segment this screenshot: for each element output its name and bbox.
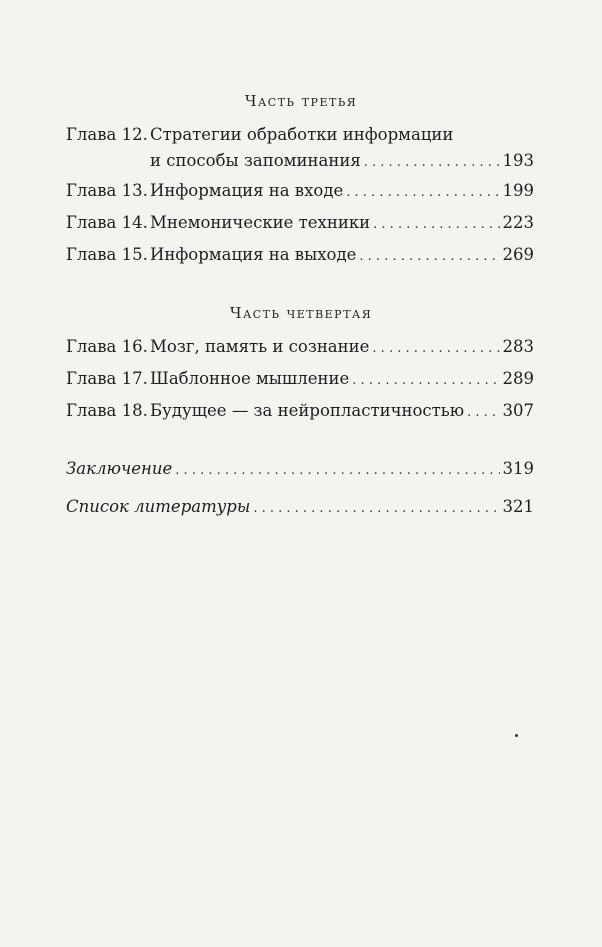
chapter-title: Информация на выходе bbox=[150, 245, 357, 264]
part-title: Часть третья bbox=[244, 92, 358, 110]
dot-leader bbox=[175, 458, 499, 484]
page-number: 269 bbox=[502, 245, 534, 264]
dot-leader bbox=[467, 400, 499, 426]
toc-entry-bibliography[interactable] bbox=[66, 494, 534, 520]
chapter-title: Информация на входе bbox=[150, 181, 344, 200]
chapter-label: Глава 14. bbox=[66, 213, 148, 232]
dot-leader bbox=[253, 496, 499, 522]
chapter-label: Глава 12. bbox=[66, 125, 148, 144]
chapter-title: и способы запоминания bbox=[150, 151, 361, 170]
dot-leader bbox=[352, 368, 499, 394]
toc-entry-chapter-16[interactable] bbox=[66, 334, 534, 360]
page-number: 319 bbox=[502, 459, 534, 478]
toc-entry-chapter-13[interactable] bbox=[66, 178, 534, 204]
dot-leader bbox=[364, 150, 500, 176]
chapter-title: Шаблонное мышление bbox=[150, 369, 350, 388]
paper-speck bbox=[515, 734, 518, 737]
page-number: 307 bbox=[502, 401, 534, 420]
chapter-label: Глава 15. bbox=[66, 245, 148, 264]
dot-leader bbox=[372, 336, 499, 362]
chapter-title: Будущее — за нейропластичностью bbox=[150, 401, 465, 420]
page-number: 223 bbox=[502, 213, 534, 232]
toc-entry-chapter-12[interactable] bbox=[66, 122, 534, 174]
toc-entry-chapter-15[interactable] bbox=[66, 242, 534, 268]
dot-leader bbox=[346, 180, 499, 206]
chapter-title: Мозг, память и сознание bbox=[150, 337, 370, 356]
page-number: 289 bbox=[502, 369, 534, 388]
back-matter-title: Заключение bbox=[66, 459, 173, 478]
toc-entry-conclusion[interactable] bbox=[66, 456, 534, 482]
chapter-label: Глава 16. bbox=[66, 337, 148, 356]
page-number: 193 bbox=[502, 151, 534, 170]
toc-entry-chapter-14[interactable] bbox=[66, 210, 534, 236]
page-number: 321 bbox=[502, 497, 534, 516]
chapter-label: Глава 18. bbox=[66, 401, 148, 420]
toc-entry-chapter-18[interactable] bbox=[66, 398, 534, 424]
part-title: Часть четвертая bbox=[229, 304, 373, 322]
back-matter-title: Список литературы bbox=[66, 497, 251, 516]
chapter-label: Глава 13. bbox=[66, 181, 148, 200]
chapter-title: Мнемонические техники bbox=[150, 213, 371, 232]
dot-leader bbox=[373, 212, 499, 238]
page-number: 199 bbox=[502, 181, 534, 200]
chapter-title: Стратегии обработки информации bbox=[150, 125, 454, 144]
chapter-label: Глава 17. bbox=[66, 369, 148, 388]
page-number: 283 bbox=[502, 337, 534, 356]
dot-leader bbox=[359, 244, 499, 270]
toc-entry-chapter-17[interactable] bbox=[66, 366, 534, 392]
